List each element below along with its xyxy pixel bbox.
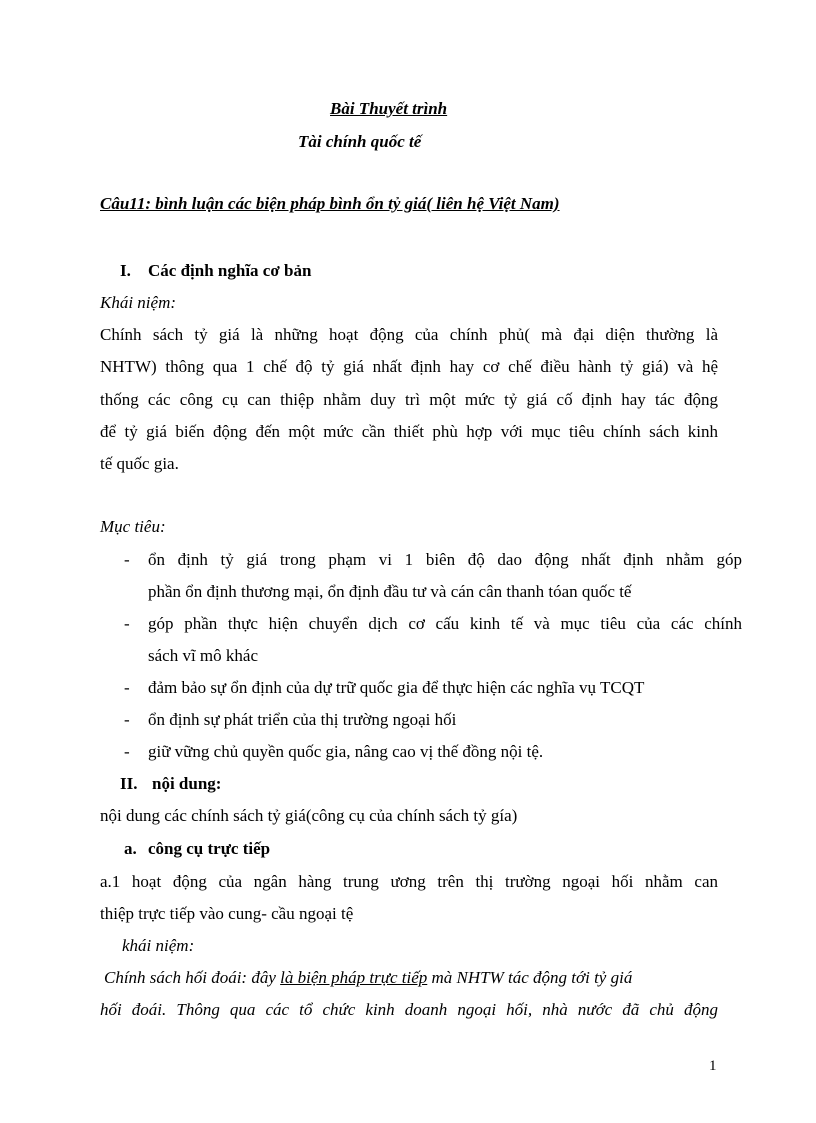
- question-heading: Câu11: bình luận các biện pháp bình ổn tỷ giá( liên hệ Việt Nam): [100, 194, 560, 213]
- section-2-number: II.: [120, 774, 138, 793]
- policy-line: [104, 967, 632, 989]
- subsection-a-heading: công cụ trực tiếp: [148, 839, 271, 858]
- bullet-text: phần ổn định thương mại, ổn định đầu tư và cán cân thanh tóan quốc tế: [148, 582, 632, 601]
- paragraph-line: Chính sách tỷ giá là những hoạt động của chính phủ( mà đại diện thường là: [100, 325, 718, 344]
- document-title: Bài Thuyết trình: [330, 99, 448, 118]
- bullet-text: đảm bảo sự ổn định của dự trữ quốc gia để thực hiện các nghĩa vụ TCQT: [148, 678, 645, 697]
- policy-text-pre: Chính sách hối đoái: đây: [104, 968, 281, 987]
- bullet-text: góp phần thực hiện chuyển dịch cơ cấu kinh tế và mục tiêu của các chính: [148, 614, 742, 633]
- goals-label: Mục tiêu:: [100, 517, 166, 536]
- bullet-dash: -: [124, 742, 130, 761]
- policy-line-2: hối đoái. Thông qua các tổ chức kinh doanh ngoại hối, nhà nước đã chủ động: [100, 1000, 718, 1019]
- concept-label: Khái niệm:: [100, 293, 177, 312]
- concept-label-2: khái niệm:: [122, 936, 195, 955]
- subsection-a-letter: a.: [124, 839, 137, 858]
- bullet-text: ổn định tỷ giá trong phạm vi 1 biên độ dao động nhất định nhằm góp: [148, 550, 742, 569]
- section-1-number: I.: [120, 261, 131, 280]
- bullet-text: sách vĩ mô khác: [148, 646, 258, 665]
- document-subtitle: Tài chính quốc tế: [298, 132, 422, 151]
- section-2-heading: nội dung:: [152, 774, 222, 793]
- bullet-dash: -: [124, 614, 130, 633]
- bullet-dash: -: [124, 550, 130, 569]
- bullet-text: ổn định sự phát triển của thị trường ngoại hối: [148, 710, 457, 729]
- bullet-dash: -: [124, 710, 130, 729]
- paragraph-line: tế quốc gia.: [100, 454, 179, 473]
- section-2-intro: nội dung các chính sách tỷ giá(công cụ của chính sách tỷ gía): [100, 806, 518, 825]
- a1-line: a.1 hoạt động của ngân hàng trung ương trên thị trường ngoại hối nhằm can: [100, 872, 718, 891]
- bullet-dash: -: [124, 678, 130, 697]
- paragraph-line: thống các công cụ can thiệp nhằm duy trì một mức tỷ giá cố định hay tác động: [100, 390, 718, 409]
- a1-line: thiệp trực tiếp vào cung- cầu ngoại tệ: [100, 904, 354, 923]
- bullet-text: giữ vững chủ quyền quốc gia, nâng cao vị thế đồng nội tệ.: [148, 742, 544, 761]
- policy-text-post: mà NHTW tác động tới tỷ giá: [427, 968, 633, 987]
- section-1-heading: Các định nghĩa cơ bản: [148, 261, 312, 280]
- page-number: 1: [709, 1058, 717, 1074]
- paragraph-line: NHTW) thông qua 1 chế độ tỷ giá nhất định hay cơ chế điều hành tỷ giá) và hệ: [100, 357, 718, 376]
- paragraph-line: để tỷ giá biến động đến một mức cần thiết phù hợp với mục tiêu chính sách kinh: [100, 422, 718, 441]
- policy-text-underlined: là biện pháp trực tiếp: [280, 968, 428, 987]
